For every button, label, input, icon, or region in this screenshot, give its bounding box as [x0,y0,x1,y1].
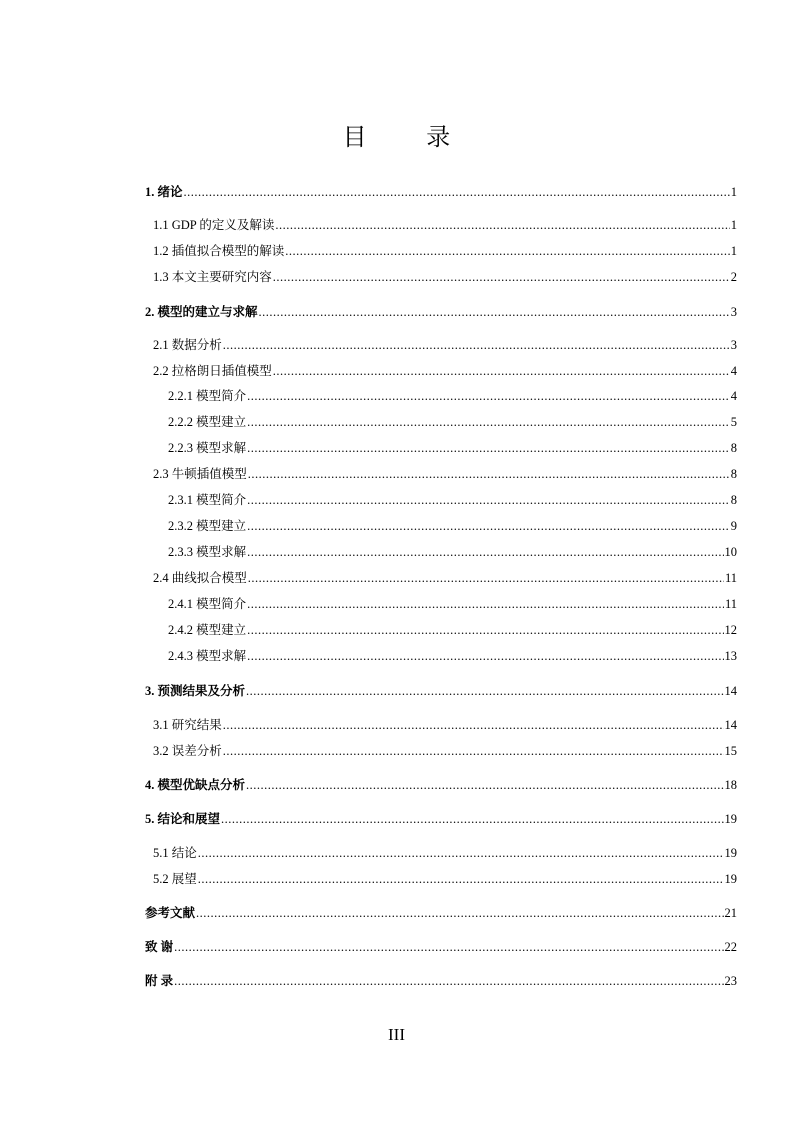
toc-entry[interactable] [145,182,737,202]
toc-leader-dots [198,843,724,863]
toc-entry-label: 5.1 结论 [153,846,197,860]
toc-entry-page: 3 [730,305,737,319]
toc-entry-label: 2.4.1 模型简介 [168,597,247,611]
toc-entry-label: 4. 模型优缺点分析 [145,778,246,792]
toc-entry-page: 19 [724,812,737,826]
toc-entry[interactable] [153,869,737,889]
toc-entry-label: 5. 结论和展望 [145,812,221,826]
toc-entry-label: 2.3.1 模型简介 [168,493,247,507]
toc-entry-page: 8 [730,493,737,507]
toc-entry-label: 2.4 曲线拟合模型 [153,571,247,585]
toc-entry-label: 5.2 展望 [153,872,197,886]
toc-entry-label: 1.2 插值拟合模型的解读 [153,244,285,258]
toc-leader-dots [198,869,724,889]
toc-entry[interactable] [145,937,737,957]
toc-entry-label: 2.2.3 模型求解 [168,441,247,455]
toc-entry-page: 1 [730,218,737,232]
toc-entry-label: 1.3 本文主要研究内容 [153,270,272,284]
toc-leader-dots [285,241,729,261]
toc-entry-label: 附 录 [145,974,174,988]
toc-leader-dots [248,464,730,484]
toc-entry-label: 2.2.2 模型建立 [168,415,247,429]
toc-entry[interactable] [168,516,737,536]
toc-entry[interactable] [153,241,737,261]
toc-entry[interactable] [145,809,737,829]
toc-entry-page: 14 [724,718,737,732]
toc-entry[interactable] [168,412,737,432]
toc-leader-dots [275,215,729,235]
toc-entry-label: 3.1 研究结果 [153,718,222,732]
toc-entry[interactable] [145,903,737,923]
toc-entry-label: 2.2.1 模型简介 [168,389,247,403]
toc-entry-label: 2.3.3 模型求解 [168,545,247,559]
toc-leader-dots [247,490,730,510]
toc-entry-label: 2.1 数据分析 [153,338,222,352]
toc-entry-page: 9 [730,519,737,533]
toc-entry-label: 致 谢 [145,940,174,954]
toc-entry-page: 8 [730,467,737,481]
toc-entry-page: 22 [724,940,737,954]
toc-entry-page: 19 [724,846,737,860]
toc-entry-page: 5 [730,415,737,429]
toc-entry[interactable] [168,594,737,614]
toc-entry-page: 10 [724,545,737,559]
toc-entry-label: 2. 模型的建立与求解 [145,305,258,319]
toc-entry-page: 2 [730,270,737,284]
toc-leader-dots [246,775,723,795]
toc-leader-dots [248,568,724,588]
toc-entry-page: 18 [724,778,737,792]
toc-entry-page: 11 [724,597,737,611]
toc-entry[interactable] [168,620,737,640]
toc-entry-label: 1.1 GDP 的定义及解读 [153,218,275,232]
toc-entry[interactable] [153,741,737,761]
toc-leader-dots [223,715,724,735]
toc-entry-page: 13 [724,649,737,663]
toc-entry-label: 3.2 误差分析 [153,744,222,758]
toc-entry-page: 23 [724,974,737,988]
toc-entry-page: 1 [730,185,737,199]
toc-entry[interactable] [145,775,737,795]
toc-leader-dots [247,386,730,406]
toc-entry[interactable] [153,843,737,863]
toc-entry[interactable] [153,568,737,588]
toc-leader-dots [184,182,730,202]
toc-leader-dots [174,937,723,957]
toc-entry[interactable] [168,646,737,666]
toc-entry-page: 14 [724,684,737,698]
toc-leader-dots [247,438,730,458]
toc-entry-page: 4 [730,389,737,403]
page-title: 目 录 [342,123,477,151]
toc-leader-dots [247,646,723,666]
toc-entry-label: 3. 预测结果及分析 [145,684,246,698]
toc-leader-dots [221,809,723,829]
toc-leader-dots [273,361,730,381]
toc-entry-page: 12 [724,623,737,637]
toc-entry-label: 2.3.2 模型建立 [168,519,247,533]
toc-entry-page: 3 [730,338,737,352]
toc-entry[interactable] [168,438,737,458]
toc-entry-label: 1. 绪论 [145,185,183,199]
toc-entry[interactable] [168,490,737,510]
toc-entry-page: 1 [730,244,737,258]
toc-leader-dots [247,620,723,640]
toc-leader-dots [223,741,724,761]
toc-leader-dots [259,302,730,322]
toc-entry-label: 2.4.3 模型求解 [168,649,247,663]
toc-entry-page: 21 [724,906,737,920]
toc-entry-page: 19 [724,872,737,886]
toc-entry-label: 2.2 拉格朗日插值模型 [153,364,272,378]
toc-entry-page: 8 [730,441,737,455]
toc-leader-dots [247,516,730,536]
toc-entry-page: 11 [724,571,737,585]
toc-entry[interactable] [145,971,737,991]
toc-leader-dots [247,594,724,614]
toc-leader-dots [246,681,723,701]
toc-entry[interactable] [168,542,737,562]
toc-entry-label: 2.4.2 模型建立 [168,623,247,637]
toc-leader-dots [196,903,723,923]
toc-leader-dots [247,542,723,562]
toc-entry[interactable] [145,681,737,701]
page-number: III [388,1025,405,1044]
toc-leader-dots [223,335,730,355]
toc-entry-label: 参考文献 [145,906,196,920]
toc-entry[interactable] [153,715,737,735]
toc-entry[interactable] [153,464,737,484]
toc-entry[interactable] [153,215,737,235]
toc-entry[interactable] [153,267,737,287]
toc-entry[interactable] [153,361,737,381]
toc-leader-dots [273,267,730,287]
toc-entry[interactable] [153,335,737,355]
toc-leader-dots [247,412,730,432]
toc-entry-page: 4 [730,364,737,378]
toc-leader-dots [174,971,723,991]
toc-entry[interactable] [145,302,737,322]
toc-entry-page: 15 [724,744,737,758]
toc-entry-label: 2.3 牛顿插值模型 [153,467,247,481]
toc-entry[interactable] [168,386,737,406]
